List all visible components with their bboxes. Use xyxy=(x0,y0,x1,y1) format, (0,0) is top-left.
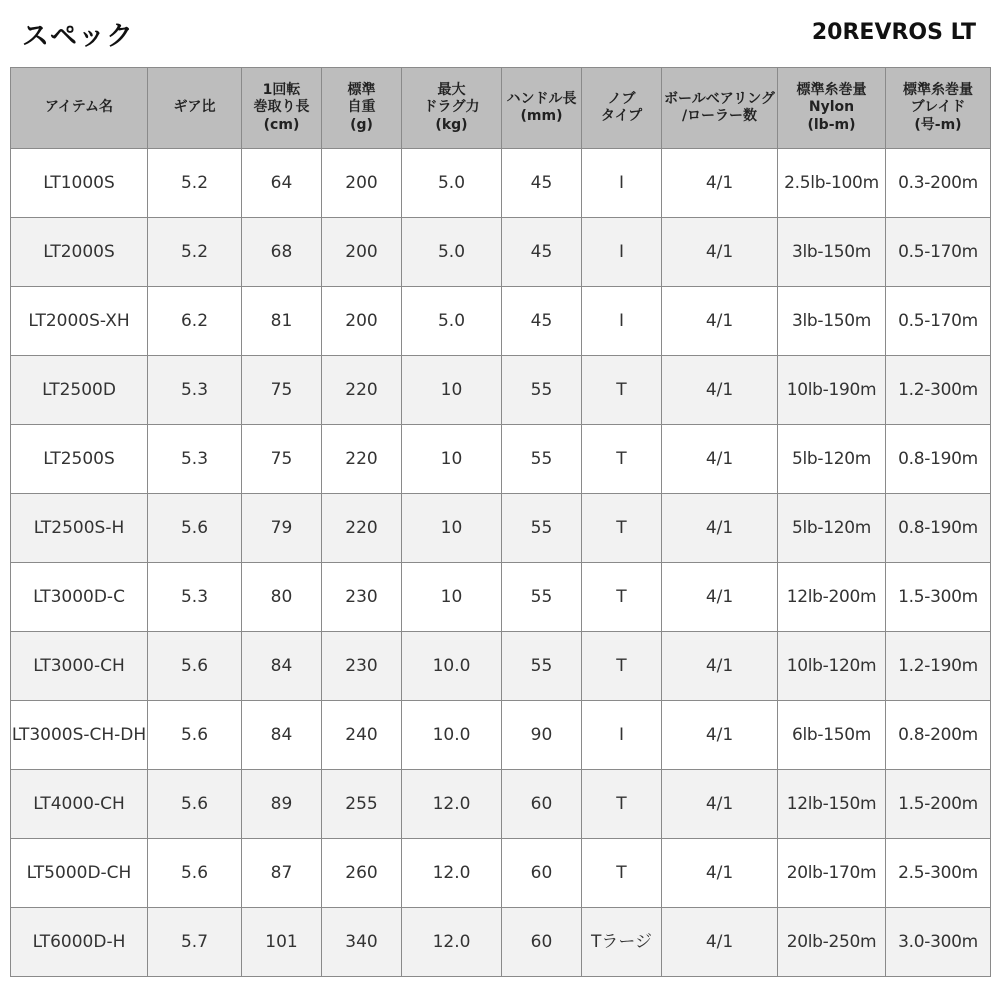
column-header-bearings: ボールベアリング /ローラー数 xyxy=(662,68,778,149)
cell-bearing: 4/1 xyxy=(662,149,778,218)
cell-weight: 240 xyxy=(322,701,402,770)
cell-weight: 200 xyxy=(322,149,402,218)
cell-model: LT3000D-C xyxy=(11,563,148,632)
column-header-knob-type: ノブ タイプ xyxy=(582,68,662,149)
cell-handle: 55 xyxy=(502,632,582,701)
product-name: 20REVROS LT xyxy=(811,20,976,45)
table-row xyxy=(11,701,991,770)
cell-nylon: 20lb-170m xyxy=(778,839,886,908)
cell-braid: 0.8-200m xyxy=(886,701,991,770)
cell-gear-ratio: 6.2 xyxy=(148,287,242,356)
cell-bearing: 4/1 xyxy=(662,908,778,977)
cell-gear-ratio: 5.3 xyxy=(148,425,242,494)
cell-braid: 0.5-170m xyxy=(886,287,991,356)
cell-drag: 10 xyxy=(402,494,502,563)
cell-braid: 1.5-300m xyxy=(886,563,991,632)
cell-drag: 10 xyxy=(402,425,502,494)
cell-weight: 220 xyxy=(322,425,402,494)
cell-model: LT3000-CH xyxy=(11,632,148,701)
cell-model: LT1000S xyxy=(11,149,148,218)
cell-braid: 1.2-190m xyxy=(886,632,991,701)
cell-knob: I xyxy=(582,701,662,770)
cell-knob: I xyxy=(582,218,662,287)
cell-drag: 12.0 xyxy=(402,839,502,908)
column-header-gear-ratio: ギア比 xyxy=(148,68,242,149)
cell-braid: 3.0-300m xyxy=(886,908,991,977)
column-header-retrieve-length: 1回転 巻取り長 (cm) xyxy=(242,68,322,149)
cell-model: LT6000D-H xyxy=(11,908,148,977)
cell-nylon: 20lb-250m xyxy=(778,908,886,977)
table-row xyxy=(11,908,991,977)
cell-braid: 0.3-200m xyxy=(886,149,991,218)
cell-drag: 5.0 xyxy=(402,149,502,218)
cell-model: LT2000S xyxy=(11,218,148,287)
cell-braid: 0.8-190m xyxy=(886,494,991,563)
cell-bearing: 4/1 xyxy=(662,770,778,839)
cell-retrieve: 84 xyxy=(242,632,322,701)
cell-bearing: 4/1 xyxy=(662,425,778,494)
table-row xyxy=(11,356,991,425)
table-row xyxy=(11,494,991,563)
table-row xyxy=(11,287,991,356)
cell-weight: 200 xyxy=(322,287,402,356)
cell-handle: 45 xyxy=(502,218,582,287)
cell-knob: T xyxy=(582,494,662,563)
cell-bearing: 4/1 xyxy=(662,494,778,563)
cell-weight: 255 xyxy=(322,770,402,839)
cell-knob: I xyxy=(582,149,662,218)
cell-handle: 55 xyxy=(502,494,582,563)
column-header-handle-length: ハンドル長 (mm) xyxy=(502,68,582,149)
cell-bearing: 4/1 xyxy=(662,356,778,425)
column-header-weight: 標準 自重 (g) xyxy=(322,68,402,149)
cell-drag: 10.0 xyxy=(402,632,502,701)
table-row xyxy=(11,632,991,701)
cell-gear-ratio: 5.3 xyxy=(148,356,242,425)
table-row xyxy=(11,149,991,218)
cell-handle: 55 xyxy=(502,425,582,494)
page-title: スペック xyxy=(22,21,134,52)
cell-drag: 5.0 xyxy=(402,287,502,356)
cell-knob: T xyxy=(582,632,662,701)
cell-handle: 60 xyxy=(502,908,582,977)
cell-gear-ratio: 5.6 xyxy=(148,494,242,563)
cell-retrieve: 68 xyxy=(242,218,322,287)
cell-model: LT4000-CH xyxy=(11,770,148,839)
cell-drag: 12.0 xyxy=(402,908,502,977)
cell-bearing: 4/1 xyxy=(662,218,778,287)
cell-drag: 10 xyxy=(402,563,502,632)
cell-nylon: 5lb-120m xyxy=(778,425,886,494)
cell-bearing: 4/1 xyxy=(662,287,778,356)
cell-gear-ratio: 5.3 xyxy=(148,563,242,632)
cell-model: LT5000D-CH xyxy=(11,839,148,908)
table-row xyxy=(11,563,991,632)
column-header-max-drag: 最大 ドラグ力 (kg) xyxy=(402,68,502,149)
cell-retrieve: 75 xyxy=(242,356,322,425)
cell-handle: 90 xyxy=(502,701,582,770)
table-body xyxy=(11,149,991,977)
cell-gear-ratio: 5.2 xyxy=(148,149,242,218)
table-header-row xyxy=(11,68,991,149)
cell-drag: 10 xyxy=(402,356,502,425)
cell-knob: Tラージ xyxy=(582,908,662,977)
cell-knob: T xyxy=(582,563,662,632)
cell-retrieve: 64 xyxy=(242,149,322,218)
cell-nylon: 10lb-120m xyxy=(778,632,886,701)
cell-retrieve: 89 xyxy=(242,770,322,839)
cell-weight: 220 xyxy=(322,494,402,563)
cell-nylon: 5lb-120m xyxy=(778,494,886,563)
cell-knob: T xyxy=(582,839,662,908)
cell-nylon: 2.5lb-100m xyxy=(778,149,886,218)
cell-nylon: 10lb-190m xyxy=(778,356,886,425)
cell-handle: 55 xyxy=(502,356,582,425)
cell-model: LT2000S-XH xyxy=(11,287,148,356)
cell-model: LT3000S-CH-DH xyxy=(11,701,148,770)
table-row xyxy=(11,218,991,287)
spec-table xyxy=(10,67,991,977)
cell-handle: 55 xyxy=(502,563,582,632)
cell-model: LT2500S xyxy=(11,425,148,494)
cell-gear-ratio: 5.6 xyxy=(148,839,242,908)
cell-retrieve: 79 xyxy=(242,494,322,563)
cell-bearing: 4/1 xyxy=(662,839,778,908)
cell-nylon: 3lb-150m xyxy=(778,218,886,287)
cell-bearing: 4/1 xyxy=(662,701,778,770)
cell-nylon: 6lb-150m xyxy=(778,701,886,770)
cell-braid: 1.2-300m xyxy=(886,356,991,425)
cell-knob: I xyxy=(582,287,662,356)
cell-weight: 230 xyxy=(322,563,402,632)
column-header-item-name: アイテム名 xyxy=(11,68,148,149)
cell-gear-ratio: 5.6 xyxy=(148,701,242,770)
cell-braid: 0.5-170m xyxy=(886,218,991,287)
table-row xyxy=(11,770,991,839)
cell-handle: 60 xyxy=(502,770,582,839)
cell-drag: 12.0 xyxy=(402,770,502,839)
cell-weight: 340 xyxy=(322,908,402,977)
cell-braid: 2.5-300m xyxy=(886,839,991,908)
table-row xyxy=(11,839,991,908)
cell-gear-ratio: 5.7 xyxy=(148,908,242,977)
cell-gear-ratio: 5.6 xyxy=(148,632,242,701)
cell-drag: 5.0 xyxy=(402,218,502,287)
cell-braid: 0.8-190m xyxy=(886,425,991,494)
cell-knob: T xyxy=(582,425,662,494)
cell-nylon: 12lb-150m xyxy=(778,770,886,839)
cell-knob: T xyxy=(582,770,662,839)
cell-retrieve: 84 xyxy=(242,701,322,770)
cell-bearing: 4/1 xyxy=(662,563,778,632)
cell-bearing: 4/1 xyxy=(662,632,778,701)
cell-weight: 200 xyxy=(322,218,402,287)
cell-weight: 230 xyxy=(322,632,402,701)
cell-gear-ratio: 5.6 xyxy=(148,770,242,839)
cell-retrieve: 87 xyxy=(242,839,322,908)
cell-nylon: 12lb-200m xyxy=(778,563,886,632)
cell-knob: T xyxy=(582,356,662,425)
cell-nylon: 3lb-150m xyxy=(778,287,886,356)
cell-handle: 45 xyxy=(502,149,582,218)
cell-retrieve: 81 xyxy=(242,287,322,356)
cell-handle: 60 xyxy=(502,839,582,908)
cell-model: LT2500D xyxy=(11,356,148,425)
cell-braid: 1.5-200m xyxy=(886,770,991,839)
cell-retrieve: 80 xyxy=(242,563,322,632)
cell-retrieve: 75 xyxy=(242,425,322,494)
cell-weight: 260 xyxy=(322,839,402,908)
cell-gear-ratio: 5.2 xyxy=(148,218,242,287)
column-header-nylon-capacity: 標準糸巻量 Nylon (lb-m) xyxy=(778,68,886,149)
cell-drag: 10.0 xyxy=(402,701,502,770)
cell-model: LT2500S-H xyxy=(11,494,148,563)
cell-weight: 220 xyxy=(322,356,402,425)
cell-handle: 45 xyxy=(502,287,582,356)
table-row xyxy=(11,425,991,494)
column-header-braid-capacity: 標準糸巻量 ブレイド (号-m) xyxy=(886,68,991,149)
cell-retrieve: 101 xyxy=(242,908,322,977)
